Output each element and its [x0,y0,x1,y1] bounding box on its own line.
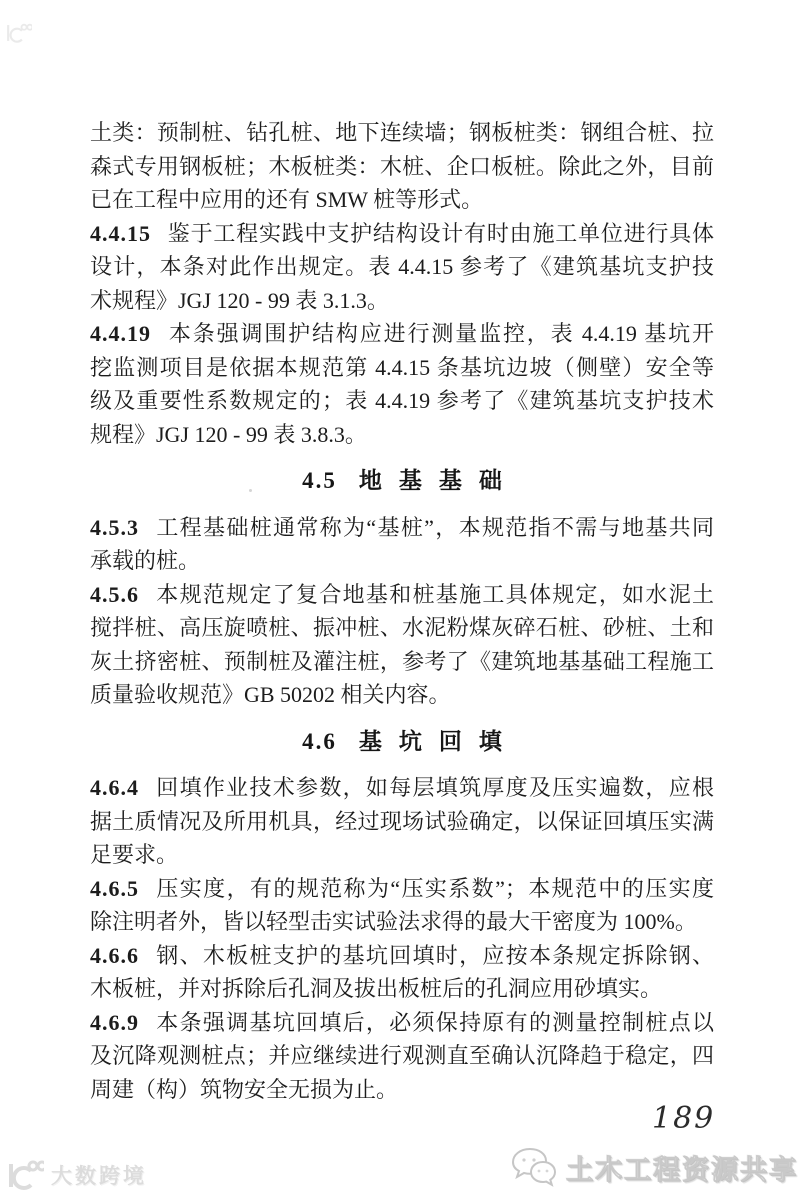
chat-bubbles-icon [510,1146,558,1188]
watermark-text: 大数跨境 [51,1164,147,1188]
line-text: 压实度，有的规范称为“压实系数”；本规范中的压实度 [155,875,714,901]
line-text: 及沉降观测桩点；并应继续进行观测直至确认沉降趋于稳定，四 [90,1043,714,1068]
paragraph-line [90,872,714,906]
line-text: 本规范规定了复合地基和桩基施工具体规定，如水泥土 [155,581,714,607]
paragraph-line [90,150,714,184]
paragraph-line [90,1073,714,1107]
line-text: 已在工程中应用的还有 SMW 桩等形式。 [90,187,484,212]
paragraph-line [90,544,714,578]
section-title: 地基基础 [358,468,519,493]
line-text: 规程》JGJ 120 - 99 表 3.8.3。 [90,421,367,447]
page-number: 189 [652,1101,716,1136]
watermark-bottom-left [8,1160,147,1190]
clause-number: 4.6.9 [90,1009,139,1035]
paragraph-line [90,578,714,612]
line-text: 土类：预制桩、钻孔桩、地下连续墙；钢板桩类：钢组合桩、拉 [90,120,714,145]
paragraph-line [90,905,714,939]
paragraph-line [90,351,714,385]
clause-number: 4.6.6 [90,942,139,968]
paragraph-line [90,1006,714,1040]
paragraph-line [90,217,714,251]
paragraph-line [90,250,714,284]
line-text: 据土质情况及所用机具，经过现场试验确定，以保证回填压实满 [90,808,714,834]
line-text: 工程基础桩通常称为“基桩”，本规范指不需与地基共同 [155,514,714,540]
paragraph-line [90,1039,714,1073]
clause-number: 4.6.4 [90,775,139,800]
line-text: 挖监测项目是依据本规范第 4.4.15 条基坑边坡（侧壁）安全等 [90,354,714,380]
section-heading [90,464,714,498]
clause-number: 4.5.3 [90,514,139,540]
line-text: 周建（构）筑物安全无损为止。 [90,1076,399,1102]
line-text: 搅拌桩、高压旋喷桩、振冲桩、水泥粉煤灰碎石桩、砂桩、土和 [90,615,714,640]
line-text: 设计，本条对此作出规定。表 4.4.15 参考了《建筑基坑支护技 [90,254,714,279]
page-text-column [90,116,714,1106]
section-number: 4.5 [302,468,337,493]
paragraph-line [90,284,714,318]
paragraph-line [90,939,714,973]
dashu-kuajing-logo-icon [8,1160,44,1190]
dashu-kuajing-logo-icon [6,22,32,44]
clause-number: 4.6.5 [90,875,139,901]
clause-number: 4.4.19 [90,321,151,346]
watermark-text: 土木工程资源共享 [566,1154,798,1185]
clause-number: 4.4.15 [90,220,151,246]
paragraph-line [90,317,714,351]
paragraph-line [90,645,714,679]
watermark-bottom-right [510,1146,798,1188]
paragraph-line [90,611,714,645]
section-heading [90,725,714,759]
line-text: 钢、木板桩支护的基坑回填时，应按本条规定拆除钢、 [155,942,714,968]
line-text: 本条强调围护结构应进行测量监控，表 4.4.19 基坑开 [167,321,714,346]
line-text: 木板桩，并对拆除后孔洞及拔出板桩后的孔洞应用砂填实。 [90,976,663,1001]
line-text: 级及重要性系数规定的；表 4.4.19 参考了《建筑基坑支护技术 [90,388,714,413]
paragraph-line [90,805,714,839]
line-text: 回填作业技术参数，如每层填筑厚度及压实遍数，应根 [155,775,714,800]
clause-number: 4.5.6 [90,581,139,607]
paragraph-line [90,116,714,150]
paragraph-line [90,972,714,1006]
line-text: 鉴于工程实践中支护结构设计有时由施工单位进行具体 [167,220,714,246]
paragraph-line [90,511,714,545]
paragraph-line [90,838,714,872]
line-text: 足要求。 [90,842,179,867]
paragraph-line [90,183,714,217]
paragraph-line [90,678,714,712]
paragraph-line [90,418,714,452]
line-text: 灰土挤密桩、预制桩及灌注桩，参考了《建筑地基基础工程施工 [90,648,714,674]
line-text: 除注明者外，皆以轻型击实试验法求得的最大干密度为 100%。 [90,909,697,934]
line-text: 术规程》JGJ 120 - 99 表 3.1.3。 [90,287,389,313]
line-text: 质量验收规范》GB 50202 相关内容。 [90,682,451,707]
section-number: 4.6 [302,728,337,754]
faint-corner-logo-mark [6,22,32,49]
line-text: 本条强调基坑回填后，必须保持原有的测量控制桩点以 [155,1009,714,1035]
line-text: 承载的桩。 [90,548,201,573]
print-artifact-dot [249,489,252,492]
section-title: 基坑回填 [358,728,519,754]
line-text: 森式专用钢板桩；木板桩类：木桩、企口板桩。除此之外，目前 [90,153,714,179]
paragraph-line [90,384,714,418]
paragraph-line [90,771,714,805]
